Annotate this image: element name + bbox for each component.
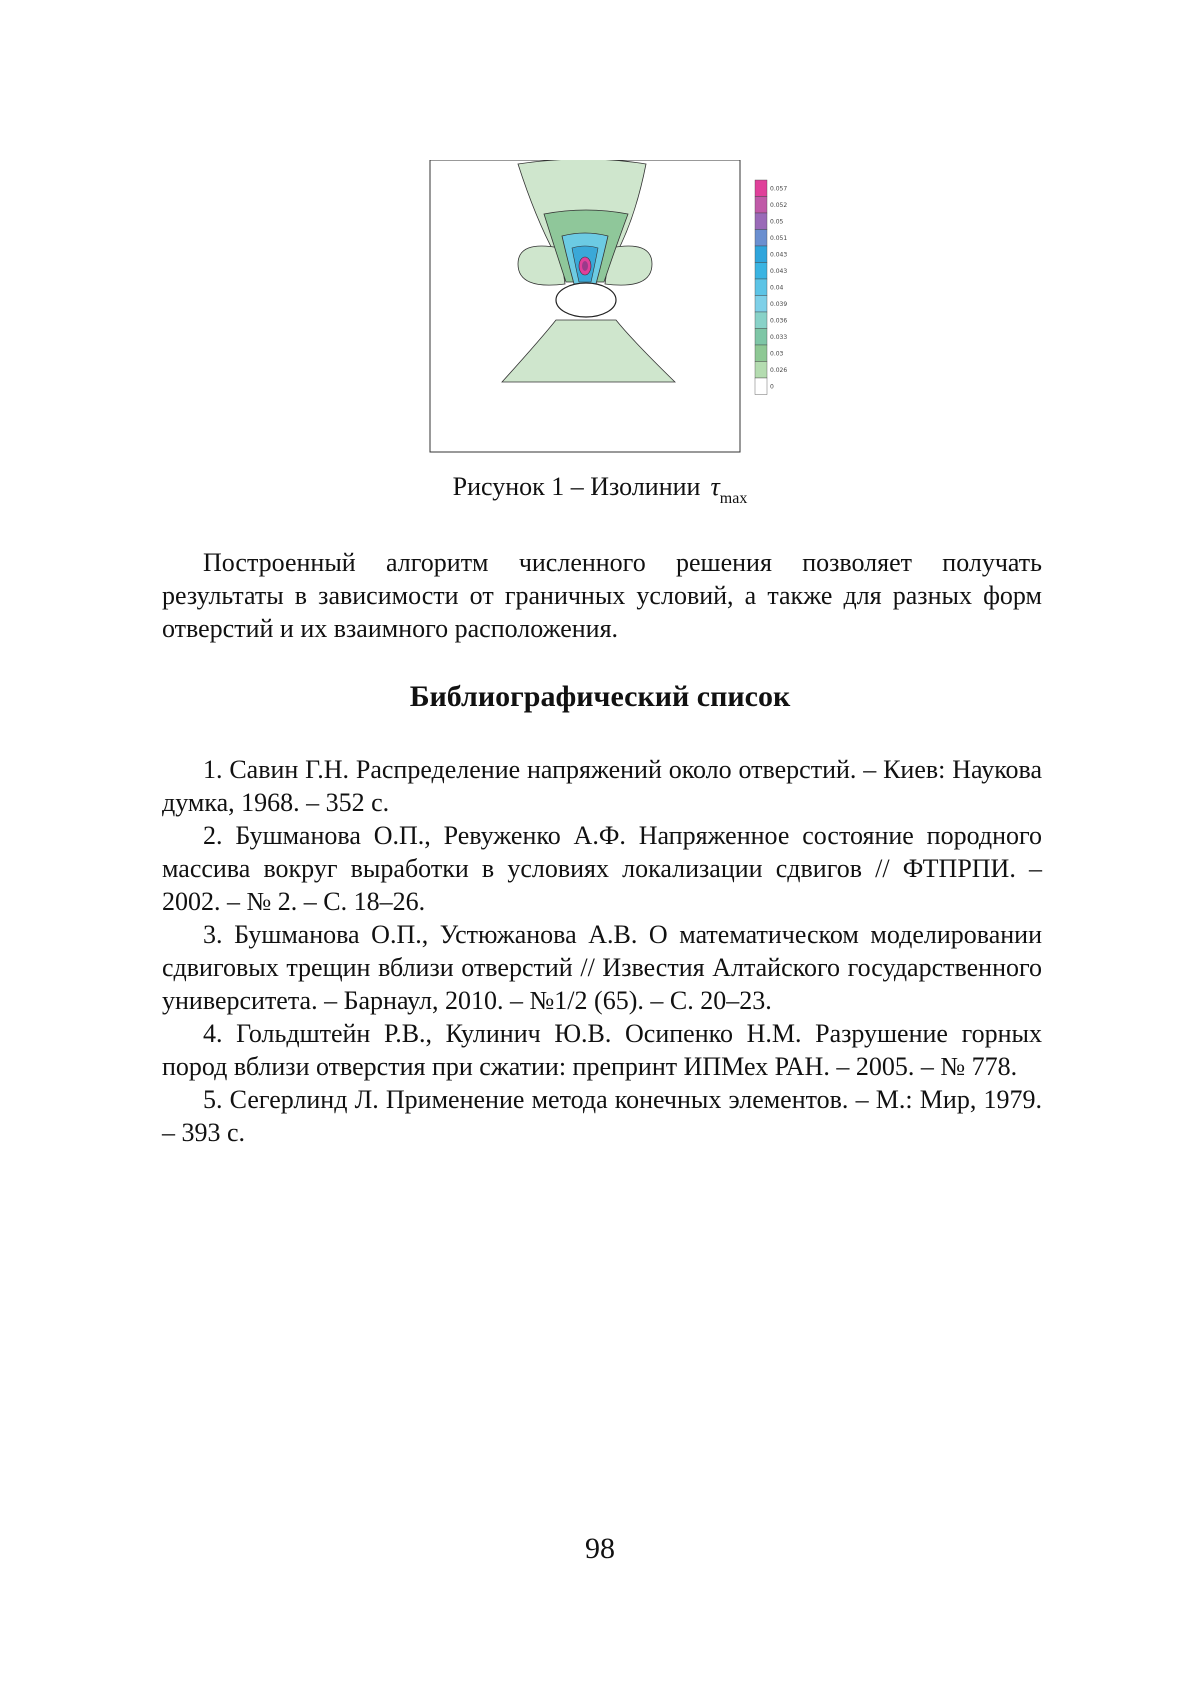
legend-label: 0.026 <box>770 366 788 374</box>
legend-label: 0.039 <box>770 300 788 308</box>
bibliography-item: 4. Гольдштейн Р.В., Кулинич Ю.В. Осипенко Н.М. Разрушение горных пород вблизи отверстия при сжатии: препринт ИПМех РАН. – 2005. – № 778. <box>162 1019 1042 1081</box>
legend-label: 0.051 <box>770 234 788 242</box>
legend-label: 0.03 <box>770 350 784 358</box>
legend-label: 0.052 <box>770 201 788 209</box>
hole <box>556 283 616 317</box>
legend-swatch <box>755 279 767 296</box>
legend-swatch <box>755 329 767 346</box>
legend-swatch <box>755 230 767 247</box>
legend-swatch <box>755 345 767 362</box>
legend-swatch <box>755 362 767 379</box>
caption-symbol: τ <box>710 472 720 501</box>
legend-label: 0.057 <box>770 185 788 193</box>
legend-label: 0.04 <box>770 284 784 292</box>
legend-label: 0.043 <box>770 251 788 259</box>
legend-label: 0.033 <box>770 333 788 341</box>
bibliography-heading: Библиографический список <box>409 680 791 713</box>
figure-caption <box>0 472 1200 506</box>
body-paragraph: Построенный алгоритм численного решения позволяет получать результаты в зависимости от граничных условий, а также для разных форм отверстий и их взаимного расположения. <box>162 548 1042 643</box>
bibliography-item: 5. Сегерлинд Л. Применение метода конечных элементов. – М.: Мир, 1979. – 393 с. <box>162 1085 1042 1147</box>
legend-label: 0.036 <box>770 317 788 325</box>
legend-swatch <box>755 378 767 395</box>
legend-label: 0.05 <box>770 218 784 226</box>
legend-swatch <box>755 180 767 197</box>
legend-swatch <box>755 263 767 280</box>
page-number: 98 <box>585 1532 615 1565</box>
legend-swatch <box>755 312 767 329</box>
bibliography-item: 1. Савин Г.Н. Распределение напряжений около отверстий. – Киев: Наукова думка, 1968. – 352 с. <box>162 755 1042 817</box>
bibliography-item: 2. Бушманова О.П., Ревуженко А.Ф. Напряженное состояние породного массива вокруг выработки в условиях локализации сдвигов // ФТПРПИ. – 2002. – № 2. – С. 18–26. <box>162 821 1042 916</box>
contour-figure <box>400 160 800 460</box>
caption-prefix: Рисунок 1 – Изолинии <box>452 472 701 501</box>
legend-swatch <box>755 213 767 230</box>
legend-swatch <box>755 296 767 313</box>
bibliography-item: 3. Бушманова О.П., Устюжанова А.В. О математическом моделировании сдвиговых трещин вблизи отверстий // Известия Алтайского государственного университета. – Барнаул, 2010. – №1/2 (65). – С. 20–23. <box>162 920 1042 1015</box>
caption-subscript: max <box>719 490 748 507</box>
legend-swatch <box>755 246 767 263</box>
contour-max-core <box>582 261 588 271</box>
bibliography-list <box>162 753 1042 1149</box>
body-text <box>162 546 1042 645</box>
legend-swatch <box>755 197 767 214</box>
legend <box>755 180 787 395</box>
legend-label: 0.043 <box>770 267 788 275</box>
legend-label: 0 <box>770 383 774 391</box>
